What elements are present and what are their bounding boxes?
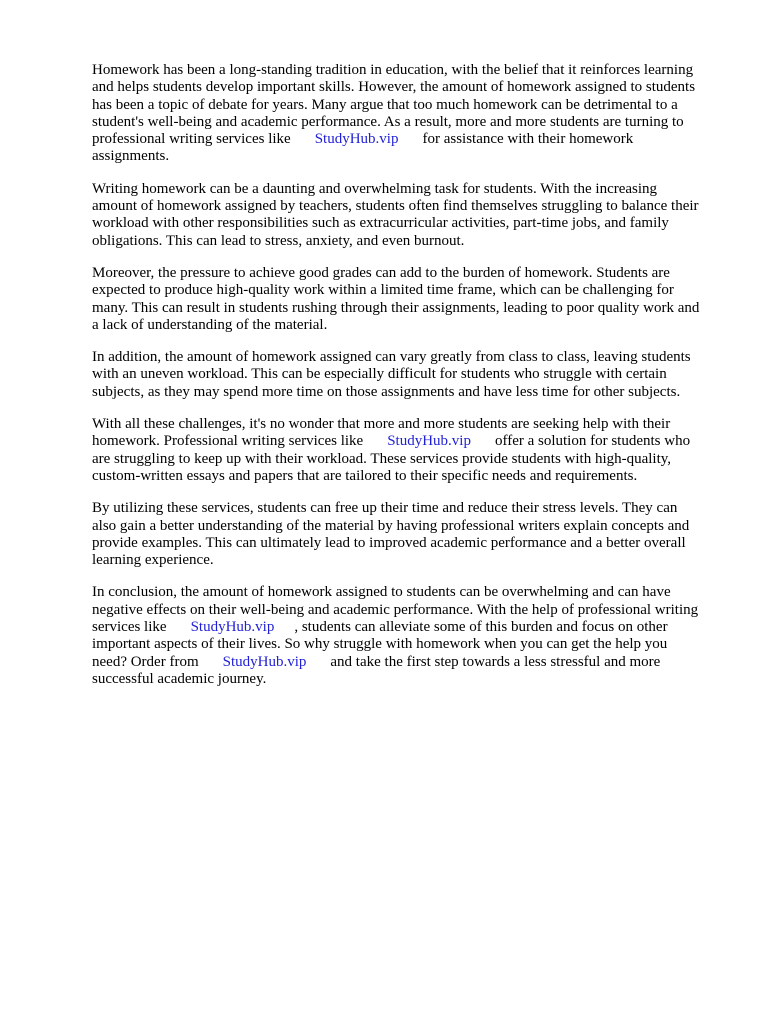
paragraph bbox=[92, 416, 732, 485]
text-before-link: professional writing services like bbox=[92, 131, 291, 148]
text-line: obligations. This can lead to stress, anxiety, and even burnout. bbox=[92, 232, 465, 249]
text-line bbox=[92, 654, 732, 671]
text-after-link: offer a solution for students who bbox=[494, 433, 691, 450]
text-before-link: homework. Professional writing services like bbox=[92, 433, 364, 450]
text-line: successful academic journey. bbox=[92, 670, 267, 687]
text-line: subjects, as they may spend more time on those assignments and have less time for other subjects. bbox=[92, 383, 681, 400]
text-line: provide examples. This can ultimately lead to improved academic performance and a better overall bbox=[92, 534, 686, 551]
text-line: assignments. bbox=[92, 148, 170, 165]
text-line: with an uneven workload. This can be especially difficult for students who struggle with certain bbox=[92, 366, 667, 383]
text-line: By utilizing these services, students can free up their time and reduce their stress levels. They can bbox=[92, 500, 678, 517]
text-line: a lack of understanding of the material. bbox=[92, 316, 328, 333]
paragraph bbox=[92, 181, 732, 250]
paragraph bbox=[92, 349, 732, 401]
paragraph bbox=[92, 584, 732, 688]
text-line: important aspects of their lives. So why struggle with homework when you can get the help you bbox=[92, 636, 668, 653]
text-line: Moreover, the pressure to achieve good grades can add to the burden of homework. Students are bbox=[92, 264, 670, 281]
text-line: In conclusion, the amount of homework assigned to students can be overwhelming and can have bbox=[92, 584, 671, 601]
text-line: amount of homework assigned by teachers, students often find themselves struggling to balance their bbox=[92, 198, 699, 215]
text-line: workload with other responsibilities such as extracurricular activities, part-time jobs, and family bbox=[92, 215, 669, 232]
text-line: Homework has been a long-standing tradition in education, with the belief that it reinforces learning bbox=[92, 62, 694, 78]
studyhub-link[interactable]: StudyHub.vip bbox=[387, 433, 471, 450]
text-after-link: and take the first step towards a less stressful and more bbox=[330, 653, 661, 670]
text-line: negative effects on their well-being and academic performance. With the help of professional writing bbox=[92, 601, 699, 618]
text-line: In addition, the amount of homework assigned can vary greatly from class to class, leaving students bbox=[92, 349, 691, 366]
studyhub-link[interactable]: StudyHub.vip bbox=[190, 619, 275, 636]
text-after-link: for assistance with their homework bbox=[422, 131, 634, 148]
text-line bbox=[92, 619, 732, 636]
text-line: custom-written essays and papers that are tailored to their specific needs and requirements. bbox=[92, 467, 638, 484]
text-line: learning experience. bbox=[92, 552, 214, 569]
text-before-link: need? Order from bbox=[92, 653, 199, 670]
text-line: expected to produce high-quality work within a limited time frame, which can be challenging for bbox=[92, 282, 674, 299]
text-line: are struggling to keep up with their workload. These services provide students with high-quality, bbox=[92, 450, 672, 467]
document-body bbox=[92, 62, 732, 703]
paragraph bbox=[92, 62, 732, 166]
paragraph bbox=[92, 500, 732, 569]
text-line: many. This can result in students rushing through their assignments, leading to poor quality work and bbox=[92, 299, 700, 316]
text-line: and helps students develop important skills. However, the amount of homework assigned to students bbox=[92, 79, 696, 96]
text-line: student's well-being and academic performance. As a result, more and more students are turning to bbox=[92, 113, 684, 130]
text-line bbox=[92, 433, 732, 450]
studyhub-link[interactable]: StudyHub.vip bbox=[314, 131, 399, 148]
text-line: has been a topic of debate for years. Many argue that too much homework can be detrimental to a bbox=[92, 96, 678, 113]
text-after-link: , students can alleviate some of this burden and focus on other bbox=[294, 619, 668, 636]
text-line: also gain a better understanding of the material by having professional writers explain concepts and bbox=[92, 517, 690, 534]
studyhub-link[interactable]: StudyHub.vip bbox=[222, 653, 307, 670]
text-line bbox=[92, 131, 732, 148]
text-before-link: services like bbox=[92, 619, 167, 636]
paragraph bbox=[92, 265, 732, 334]
text-line: With all these challenges, it's no wonder that more and more students are seeking help with their bbox=[92, 416, 671, 433]
text-line: Writing homework can be a daunting and overwhelming task for students. With the increasing bbox=[92, 180, 658, 197]
